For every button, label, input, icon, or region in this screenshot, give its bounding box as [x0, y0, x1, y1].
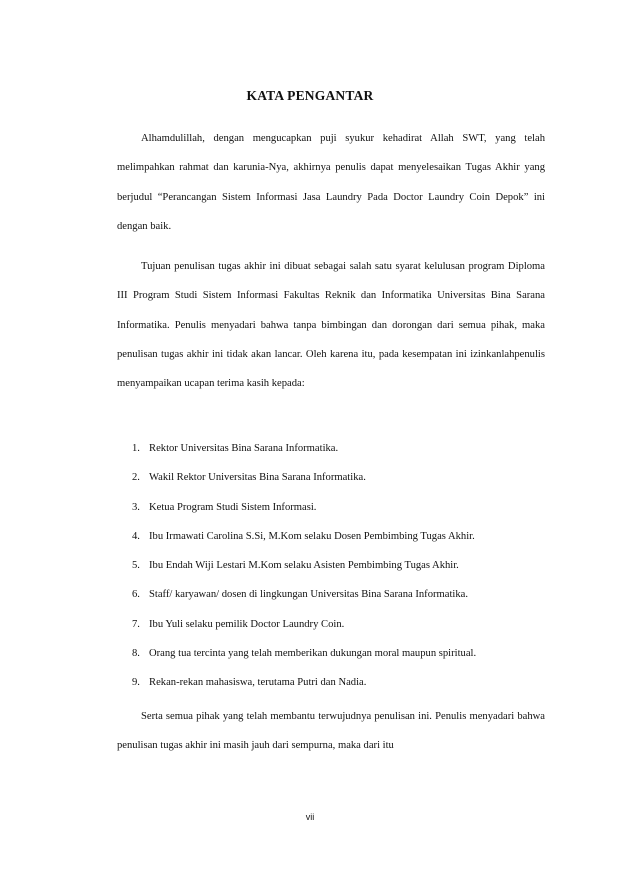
list-item-text: Ibu Irmawati Carolina S.Si, M.Kom selaku Dosen Pembimbing Tugas Akhir.: [149, 530, 475, 542]
paragraph-purpose: Tujuan penulisan tugas akhir ini dibuat sebagai salah satu syarat kelulusan program Diploma III Program Studi Sistem Informasi Fakultas Reknik dan Informatika Universitas Bina Sarana Informatika. Penulis menyadari bahwa tanpa bimbingan dan dorongan dari semua pihak, maka penulisan tugas akhir ini tidak akan lancar. Oleh karena itu, pada kesempatan ini izinkanlahpenulis menyampaikan ucapan terima kasih kepada:: [117, 261, 545, 390]
acknowledgement-list: [132, 434, 476, 698]
list-item-text: Ibu Yuli selaku pemilik Doctor Laundry Coin.: [149, 618, 345, 630]
list-item: [132, 551, 476, 580]
list-item: [132, 493, 476, 522]
paragraph-closing: Serta semua pihak yang telah membantu terwujudnya penulisan ini. Penulis menyadari bahwa penulisan tugas akhir ini masih jauh dari sempurna, maka dari itu: [117, 711, 545, 752]
list-item-number: 8.: [132, 648, 140, 660]
list-item-text: Orang tua tercinta yang telah memberikan dukungan moral maupun spiritual.: [149, 648, 477, 660]
list-item-text: Wakil Rektor Universitas Bina Sarana Informatika.: [149, 472, 366, 484]
list-item: [132, 610, 476, 639]
list-item-text: Ketua Program Studi Sistem Informasi.: [149, 501, 317, 513]
list-item-text: Ibu Endah Wiji Lestari M.Kom selaku Asisten Pembimbing Tugas Akhir.: [149, 560, 459, 572]
list-item-number: 9.: [132, 677, 140, 689]
list-item-number: 3.: [132, 501, 140, 513]
page-title: KATA PENGANTAR: [246, 88, 374, 103]
list-item-number: 4.: [132, 530, 140, 542]
list-item-number: 5.: [132, 560, 140, 572]
list-item-text: Rektor Universitas Bina Sarana Informatika.: [149, 443, 339, 454]
list-item-number: 2.: [132, 472, 140, 484]
list-item: [132, 668, 476, 697]
list-item-number: 1.: [132, 443, 140, 454]
list-item-text: Staff/ karyawan/ dosen di lingkungan Universitas Bina Sarana Informatika.: [149, 589, 469, 601]
list-item: [132, 639, 476, 668]
list-item: [132, 580, 476, 609]
list-item: [132, 434, 476, 463]
page-number: vii: [305, 812, 315, 822]
list-item-number: 7.: [132, 618, 140, 630]
paragraph-intro: Alhamdulillah, dengan mengucapkan puji syukur kehadirat Allah SWT, yang telah melimpahkan rahmat dan karunia-Nya, akhirnya penulis dapat menyelesaikan Tugas Akhir yang berjudul “Perancangan Sistem Informasi Jasa Laundry Pada Doctor Laundry Coin Depok” ini dengan baik.: [117, 133, 545, 232]
list-item-number: 6.: [132, 589, 140, 601]
list-item: [132, 463, 476, 492]
list-item-text: Rekan-rekan mahasiswa, terutama Putri dan Nadia.: [149, 677, 367, 689]
list-item: [132, 522, 476, 551]
